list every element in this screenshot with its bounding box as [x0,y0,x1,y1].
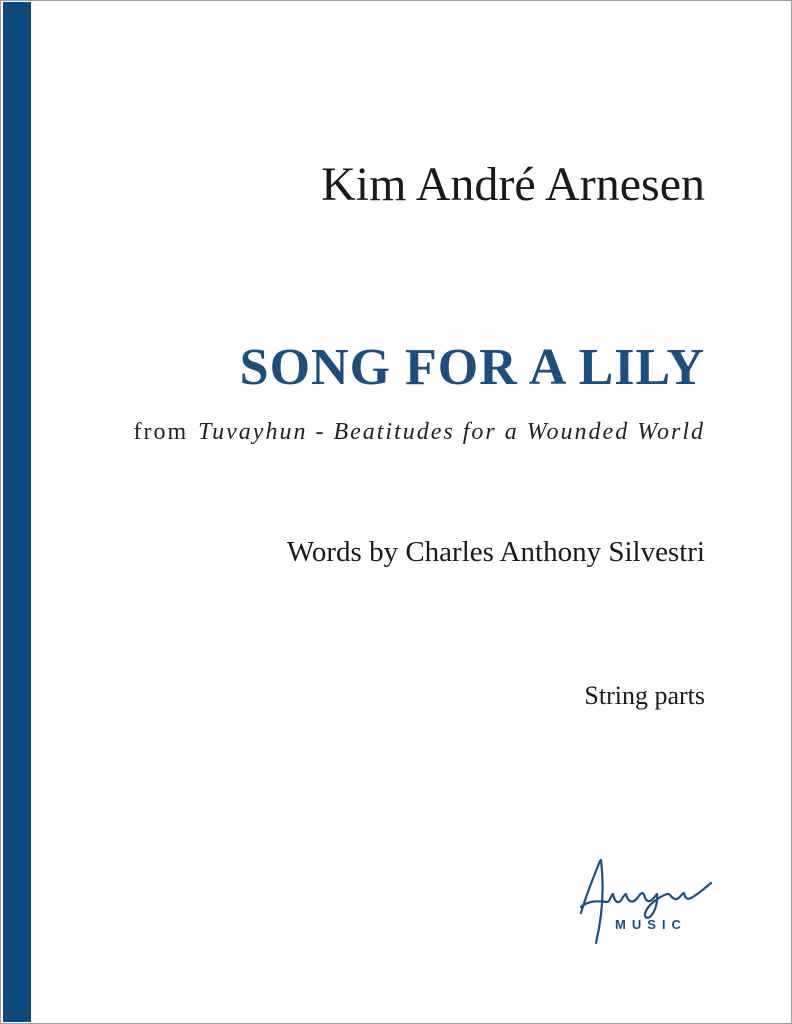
arnesen-signature-icon [553,841,718,961]
composer-name: Kim André Arnesen [321,158,705,211]
lyricist-credit: Words by Charles Anthony Silvestri [286,536,705,568]
subtitle-prefix: from [133,419,189,445]
logo-music-label: MUSIC [615,917,687,932]
left-accent-bar [3,2,31,1022]
subtitle-work-name: Tuvayhun - Beatitudes for a Wounded World [198,419,705,445]
publisher-logo [553,841,718,961]
work-title: SONG FOR A LILY [239,339,705,396]
work-subtitle [41,420,705,444]
part-label: String parts [584,681,705,710]
